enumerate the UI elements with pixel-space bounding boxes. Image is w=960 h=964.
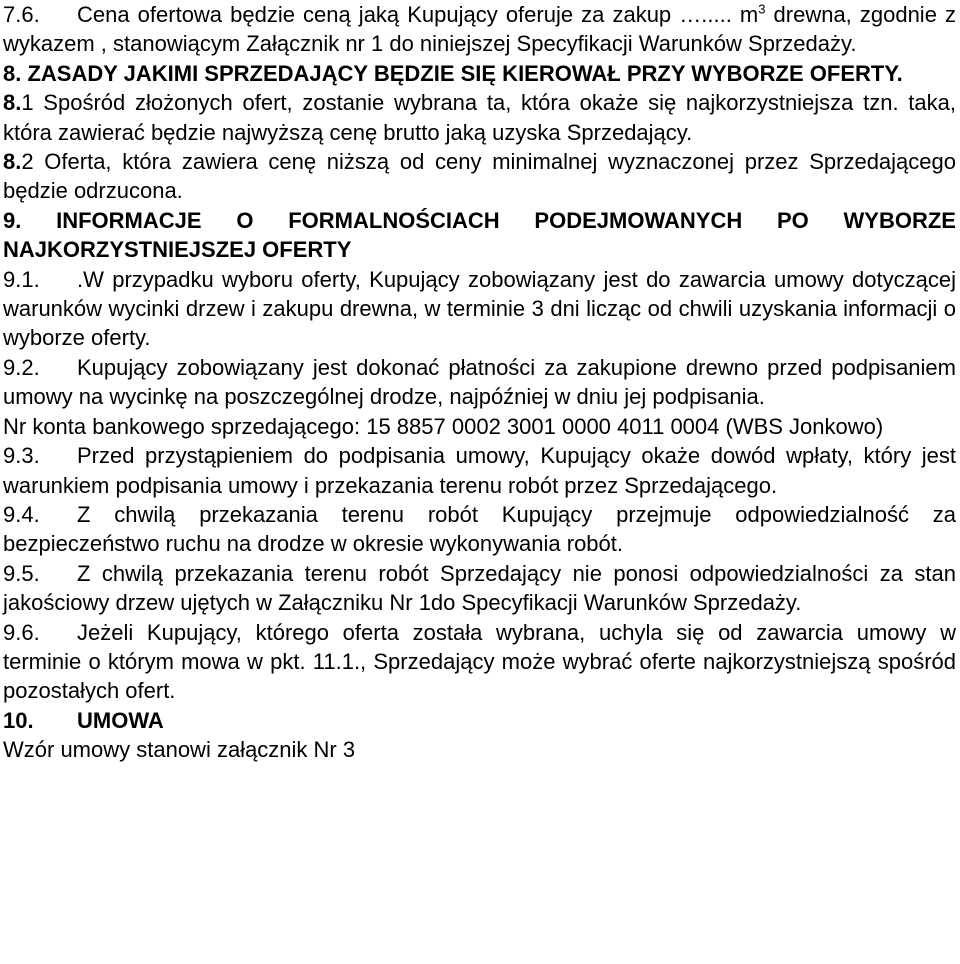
section-8-heading: 8. ZASADY JAKIMI SPRZEDAJĄCY BĘDZIE SIĘ KIEROWAŁ PRZY WYBORZE OFERTY. [3, 60, 903, 86]
paragraph-text: Z chwilą przekazania terenu robót Kupujący przejmuje odpowiedzialność za bezpieczeństwo ruchu na drodze w okresie wykonywania robót. [3, 501, 956, 557]
paragraph-number: 9.2. [3, 354, 40, 380]
paragraph-9-5 [3, 559, 956, 618]
paragraph-7-6 [3, 0, 956, 59]
paragraph-text-continued: drewna, zgodnie z wykazem , stanowiącym Załącznik nr 1 do niniejszej Specyfikacji Warunków Sprzedaży. [3, 2, 957, 57]
paragraph-number: 7.6. [3, 2, 40, 27]
paragraph-number: 9.6. [3, 619, 40, 645]
paragraph-number: 9.3. [3, 443, 40, 469]
paragraph-10: Wzór umowy stanowi załącznik Nr 3 [3, 737, 356, 763]
paragraph-text: 2 Oferta, która zawiera cenę niższą od ceny minimalnej wyznaczonej przez Sprzedającego będzie odrzucona. [3, 149, 956, 204]
paragraph-9-4 [3, 500, 956, 559]
paragraph-text: Cena ofertowa będzie ceną jaką Kupujący oferuje za zakup …..... m [77, 2, 759, 27]
paragraph-number: 8. [3, 90, 22, 116]
section-9-heading: 9. INFORMACJE O FORMALNOŚCIACH PODEJMOWANYCH PO WYBORZE NAJKORZYSTNIEJSZEJ OFERTY [3, 207, 956, 263]
paragraph-text: .W przypadku wyboru oferty, Kupujący zobowiązany jest do zawarcia umowy dotyczącej warunków wycinki drzew i zakupu drewna, w terminie 3 dni licząc od chwili uzyskania informacji o wyborze oferty. [3, 266, 956, 351]
section-number: 10. [3, 707, 34, 733]
paragraph-text: Z chwilą przekazania terenu robót Sprzedający nie ponosi odpowiedzialności za stan jakościowy drzew ujętych w Załączniku Nr 1do Specyfikacji Warunków Sprzedaży. [3, 560, 956, 616]
paragraph-8-1 [3, 88, 956, 147]
paragraph-text: 1 Spośród złożonych ofert, zostanie wybrana ta, która okaże się najkorzystniejsza tzn. taka, która zawierać będzie najwyższą cenę brutto jaką uzyska Sprzedający. [3, 90, 956, 145]
paragraph-9-2 [3, 353, 956, 412]
paragraph-9-6 [3, 618, 956, 706]
paragraph-9-3 [3, 441, 956, 500]
paragraph-8-2 [3, 147, 956, 206]
section-10-heading [3, 706, 956, 735]
bank-account-line: Nr konta bankowego sprzedającego: 15 8857 0002 3001 0000 4011 0004 (WBS Jonkowo) [3, 413, 884, 439]
superscript: 3 [758, 1, 766, 17]
paragraph-number: 9.1. [3, 266, 40, 292]
paragraph-text: Przed przystąpieniem do podpisania umowy, Kupujący okaże dowód wpłaty, który jest warunkiem podpisania umowy i przekazania terenu robót przez Sprzedającego. [3, 443, 956, 498]
paragraph-text: Kupujący zobowiązany jest dokonać płatności za zakupione drewno przed podpisaniem umowy na wycinkę na poszczególnej drodze, najpóźniej w dniu jej podpisania. [3, 354, 956, 410]
paragraph-text: Jeżeli Kupujący, którego oferta została wybrana, uchyla się od zawarcia umowy w terminie o którym mowa w pkt. 11.1., Sprzedający może wybrać oferte najkorzystniejszą spośród pozostałych ofert. [3, 619, 956, 704]
paragraph-9-1 [3, 265, 956, 353]
section-title: UMOWA [77, 707, 164, 733]
paragraph-number: 8. [3, 149, 22, 175]
paragraph-number: 9.4. [3, 501, 40, 527]
paragraph-number: 9.5. [3, 560, 40, 586]
